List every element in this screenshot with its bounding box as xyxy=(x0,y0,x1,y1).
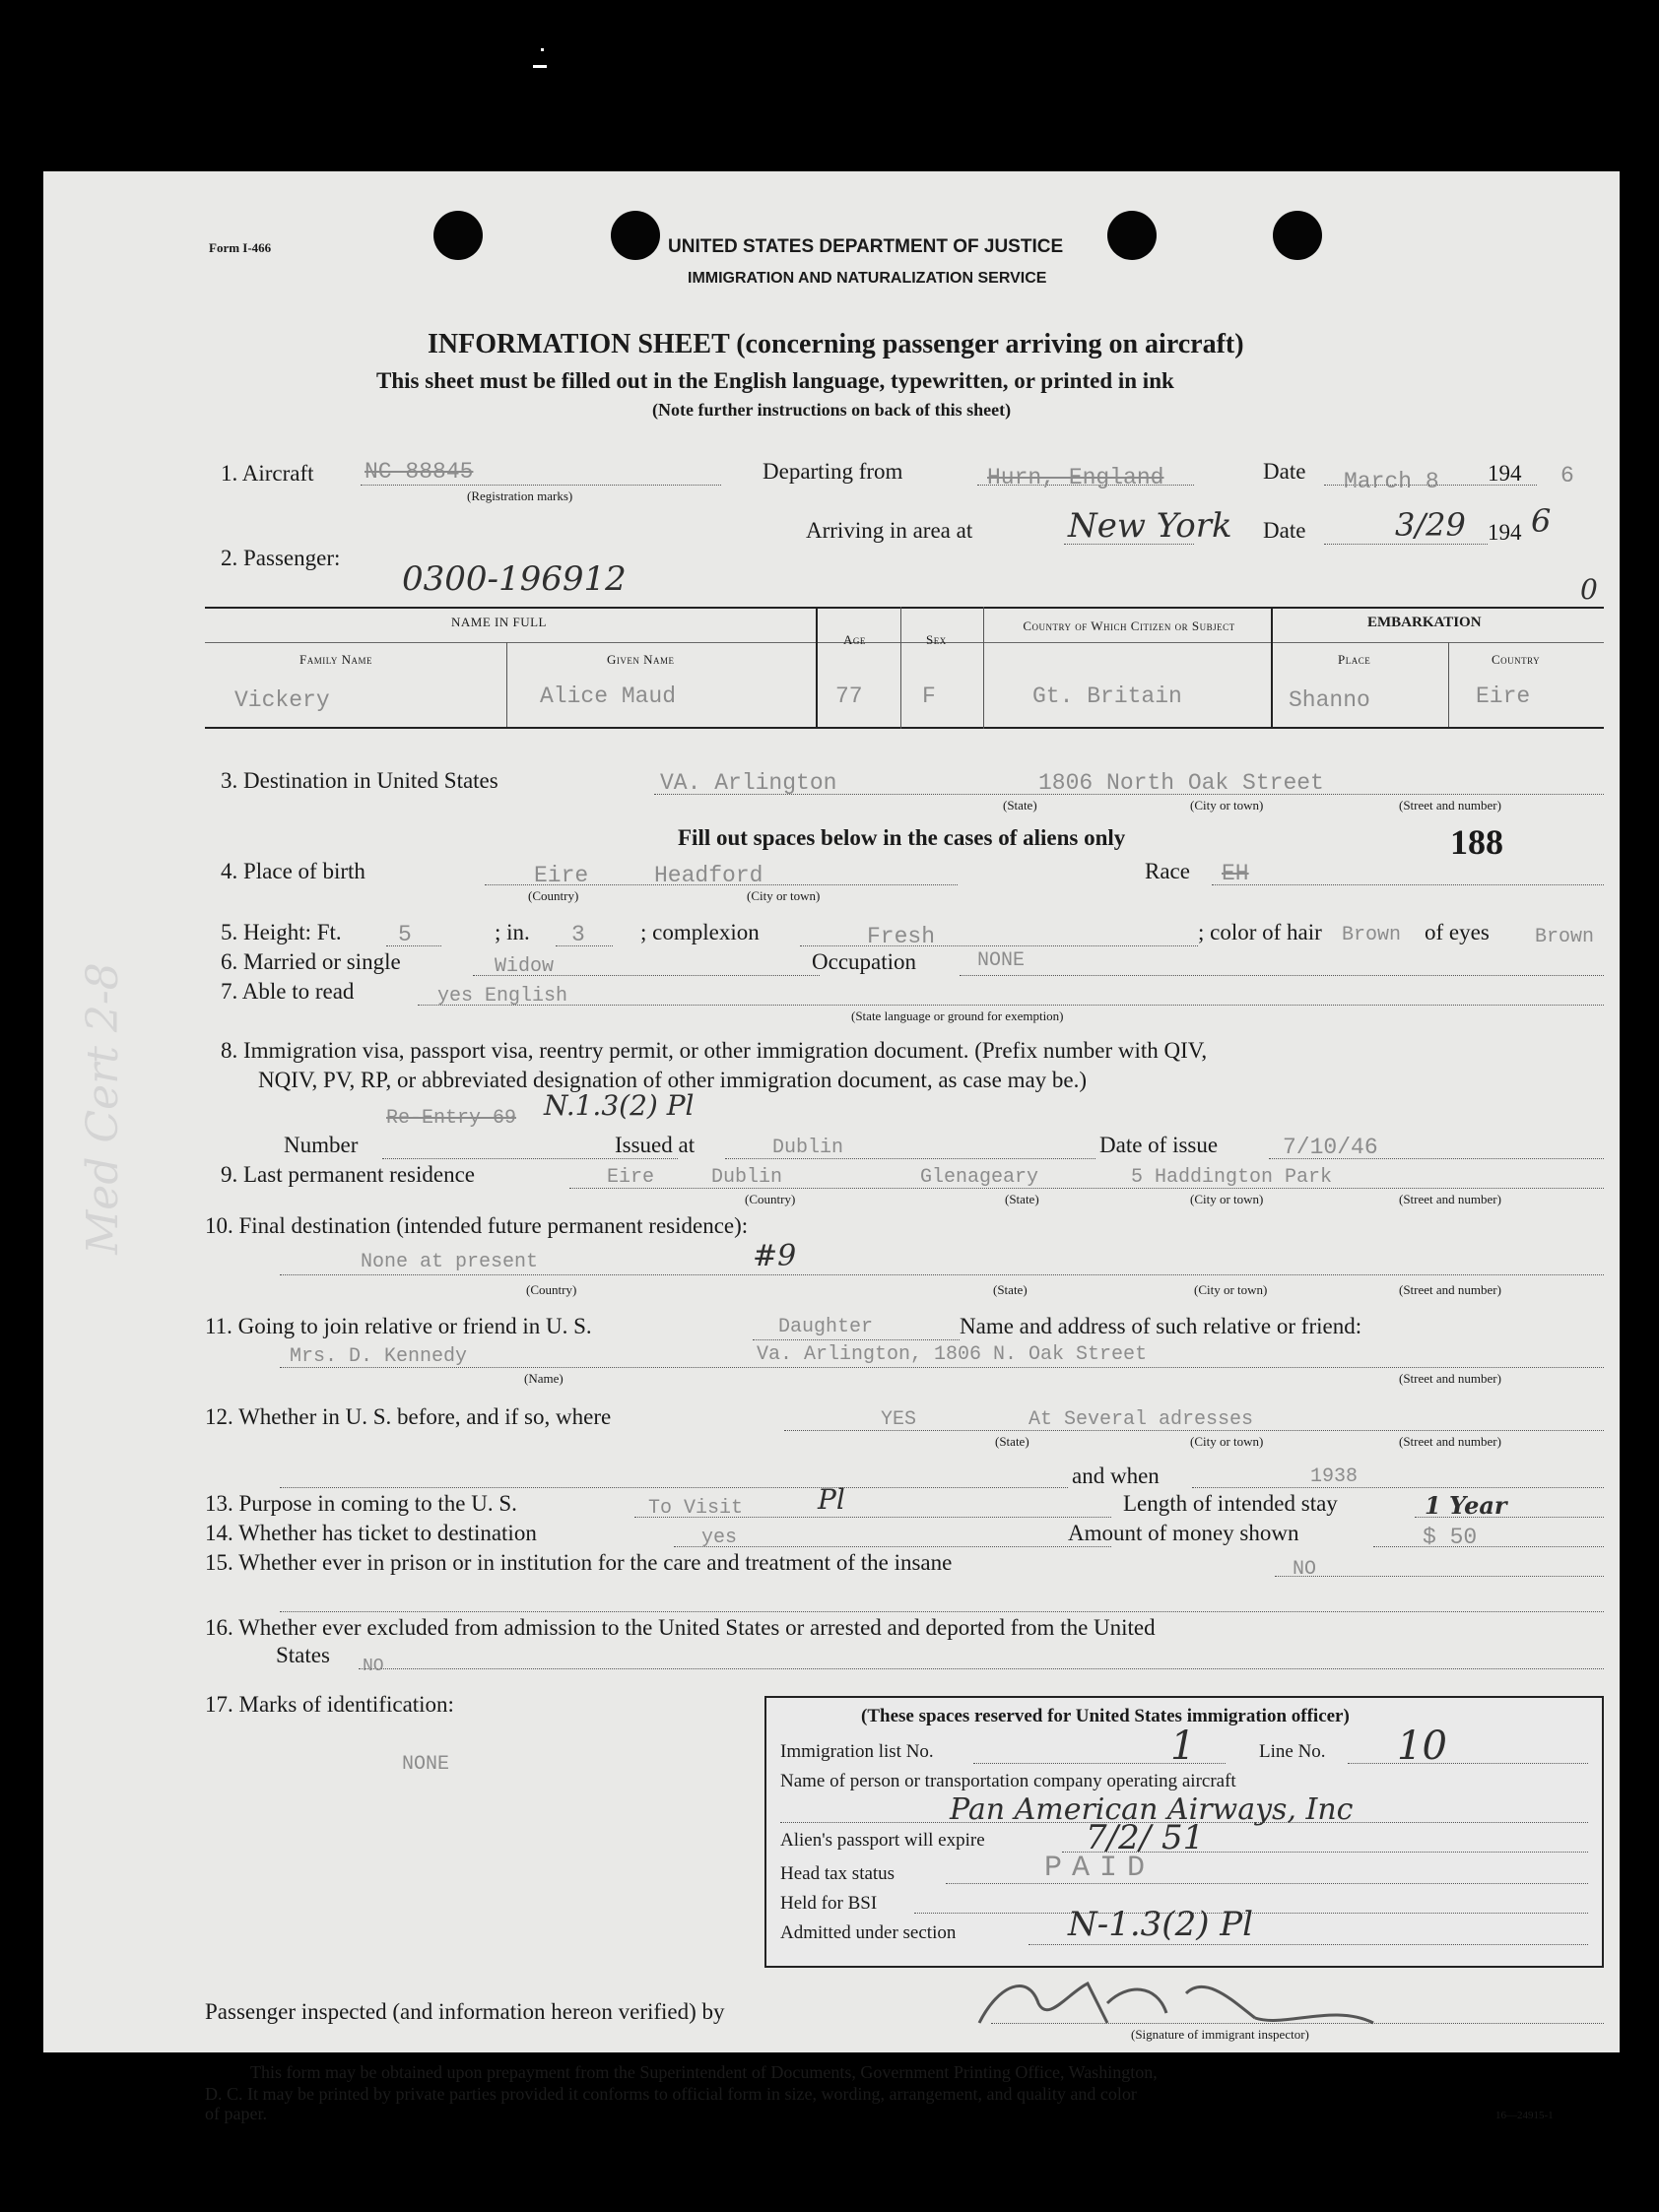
prison-line xyxy=(1275,1576,1604,1577)
footer-code: 16—24915-1 xyxy=(1495,2110,1554,2121)
label-purpose: 13. Purpose in coming to the U. S. xyxy=(205,1491,517,1516)
final-destination-note: #9 xyxy=(753,1239,797,1273)
us-before-value: YES xyxy=(881,1408,917,1431)
height-ft-line xyxy=(386,945,441,946)
birth-country: Eire xyxy=(534,863,589,888)
residence-country-label: (Country) xyxy=(745,1192,796,1206)
passport-expire-value: 7/2/ 51 xyxy=(1086,1818,1205,1857)
cell-embark-place: Shanno xyxy=(1289,687,1370,713)
depart-date-value: March 8 xyxy=(1344,469,1439,494)
label-arriving: Arriving in area at xyxy=(806,518,973,543)
us-street-label: (Street and number) xyxy=(1399,1434,1501,1449)
state-language-label: (State language or ground for exemption) xyxy=(851,1008,1064,1023)
join-name: Mrs. D. Kennedy xyxy=(290,1345,468,1368)
label-departing: Departing from xyxy=(763,459,903,484)
punch-hole xyxy=(433,211,483,260)
join-line xyxy=(280,1367,1604,1368)
passenger-number: 0300-196912 xyxy=(402,559,627,599)
final-city-label: (City or town) xyxy=(1194,1282,1268,1297)
punch-hole xyxy=(1273,211,1322,260)
label-race: Race xyxy=(1145,859,1190,883)
length-stay-value: 1 Year xyxy=(1425,1491,1507,1520)
label-issued-at: Issued at xyxy=(615,1133,696,1157)
label-hair: ; color of hair xyxy=(1198,920,1322,944)
label-destination: 3. Destination in United States xyxy=(221,768,498,793)
residence-country: Eire xyxy=(607,1166,655,1189)
page-subtitle: This sheet must be filled out in the English language, typewritten, or printed in ink xyxy=(376,368,1174,393)
us-city-label: (City or town) xyxy=(1190,1434,1264,1449)
excluded-line xyxy=(359,1668,1604,1669)
label-excluded-2: States xyxy=(276,1643,330,1667)
label-arrive-date: Date xyxy=(1263,518,1306,543)
purpose-note: Pl xyxy=(818,1483,845,1516)
final-street-label: (Street and number) xyxy=(1399,1282,1501,1297)
money-value: $ 50 xyxy=(1423,1525,1478,1550)
cell-age: 77 xyxy=(835,683,863,709)
footer-line-3: of paper. xyxy=(205,2104,267,2123)
label-money: Amount of money shown xyxy=(1068,1521,1299,1545)
complexion-line xyxy=(800,945,1198,946)
label-issue-date: Date of issue xyxy=(1099,1133,1219,1157)
registration-marks-label: (Registration marks) xyxy=(467,488,573,503)
residence-state-label: (State) xyxy=(1005,1192,1039,1206)
issued-at-value: Dublin xyxy=(772,1137,844,1159)
arriving-value: New York xyxy=(1068,506,1232,546)
label-married: 6. Married or single xyxy=(221,949,401,974)
hair-value: Brown xyxy=(1342,924,1402,946)
label-list-no: Immigration list No. xyxy=(780,1741,934,1762)
punch-hole xyxy=(1107,211,1157,260)
header-place: Place xyxy=(1338,652,1371,667)
arrive-date-value: 3/29 xyxy=(1395,506,1466,544)
number-line xyxy=(382,1158,678,1159)
list-no-value: 1 xyxy=(1170,1724,1196,1769)
us-where-value: At Several adresses xyxy=(1029,1408,1254,1431)
label-company: Name of person or transportation company operating aircraft xyxy=(780,1771,1236,1791)
label-head-tax: Head tax status xyxy=(780,1863,896,1884)
residence-city-label: (City or town) xyxy=(1190,1192,1264,1206)
line-no-line xyxy=(1348,1763,1588,1764)
join-relation-line xyxy=(753,1339,960,1340)
cell-citizen: Gt. Britain xyxy=(1032,683,1182,709)
eyes-value: Brown xyxy=(1535,926,1595,948)
label-aircraft: 1. Aircraft xyxy=(221,461,314,486)
ticket-value: yes xyxy=(701,1527,738,1549)
departing-value: Hurn, England xyxy=(987,465,1164,490)
destination-street: 1806 North Oak Street xyxy=(1038,770,1324,796)
race-line xyxy=(1212,884,1604,885)
label-admitted-under: Admitted under section xyxy=(780,1922,957,1943)
read-line xyxy=(418,1005,1604,1006)
head-tax-value: PAID xyxy=(1044,1852,1156,1885)
prison-value: NO xyxy=(1293,1558,1317,1581)
label-passenger: 2. Passenger: xyxy=(221,546,341,570)
label-occupation: Occupation xyxy=(812,949,917,974)
label-marks: 17. Marks of identification: xyxy=(205,1692,454,1717)
page-title: INFORMATION SHEET (concerning passenger arriving on aircraft) xyxy=(428,329,1244,359)
label-read: 7. Able to read xyxy=(221,979,355,1004)
purpose-value: To Visit xyxy=(648,1497,744,1520)
birth-city: Headford xyxy=(654,863,763,888)
final-state-label: (State) xyxy=(993,1282,1028,1297)
join-relation: Daughter xyxy=(778,1316,874,1338)
prison-line-2 xyxy=(280,1611,1604,1612)
circle-mark: 0 xyxy=(1580,573,1598,606)
occupation-line xyxy=(960,975,1604,976)
officer-header: (These spaces reserved for United States immigration officer) xyxy=(861,1706,1350,1726)
cell-family-name: Vickery xyxy=(234,687,330,713)
officer-box xyxy=(764,1696,1604,1968)
label-in: ; in. xyxy=(495,920,530,944)
label-held-bsi: Held for BSI xyxy=(780,1893,878,1914)
header-age: Age xyxy=(843,632,866,647)
cell-embark-country: Eire xyxy=(1476,683,1531,709)
visa-annotation: N.1.3(2) Pl xyxy=(544,1089,695,1122)
label-excluded-1: 16. Whether ever excluded from admission to the United States or arrested and deported from the United xyxy=(205,1615,1156,1640)
label-visa-1: 8. Immigration visa, passport visa, reentry permit, or other immigration document. (Prefix number with QIV, xyxy=(221,1038,1208,1063)
aircraft-line xyxy=(361,485,721,486)
birth-city-label: (City or town) xyxy=(747,888,821,903)
occupation-value: NONE xyxy=(977,949,1026,972)
margin-note: Med Cert 2-8 xyxy=(77,962,128,1255)
label-passport-expire: Alien's passport will expire xyxy=(780,1830,985,1851)
height-in-value: 3 xyxy=(571,922,585,947)
label-birthplace: 4. Place of birth xyxy=(221,859,365,883)
label-name-address: Name and address of such relative or friend: xyxy=(960,1314,1362,1338)
cell-given-name: Alice Maud xyxy=(540,683,677,709)
issue-date-value: 7/10/46 xyxy=(1283,1135,1378,1160)
passenger-table xyxy=(205,607,1604,729)
label-going-to-join: 11. Going to join relative or friend in U. S. xyxy=(205,1314,592,1338)
label-line-no: Line No. xyxy=(1259,1741,1326,1762)
final-destination-value: None at present xyxy=(361,1251,539,1273)
agency-name: UNITED STATES DEPARTMENT OF JUSTICE xyxy=(668,236,1064,257)
service-name: IMMIGRATION AND NATURALIZATION SERVICE xyxy=(688,270,1047,287)
form-sheet xyxy=(43,171,1620,2123)
header-given-name: Given Name xyxy=(607,652,675,667)
stamp-number: 188 xyxy=(1450,822,1503,862)
admitted-under-value: N-1.3(2) Pl xyxy=(1068,1905,1254,1944)
aircraft-value: NC 88845 xyxy=(365,459,474,485)
money-line xyxy=(1373,1546,1604,1547)
cell-sex: F xyxy=(922,683,936,709)
line-no-value: 10 xyxy=(1397,1724,1447,1769)
join-address: Va. Arlington, 1806 N. Oak Street xyxy=(757,1343,1148,1366)
scan-speck xyxy=(533,65,547,68)
residence-state: Dublin xyxy=(711,1166,783,1189)
join-street-label: (Street and number) xyxy=(1399,1371,1501,1386)
residence-city: Glenageary xyxy=(920,1166,1039,1189)
us-state-label: (State) xyxy=(995,1434,1029,1449)
arrive-date-line xyxy=(1324,544,1488,545)
read-value: yes English xyxy=(437,985,568,1008)
arrive-year: 194 xyxy=(1488,520,1522,545)
us-when-value: 1938 xyxy=(1310,1465,1359,1488)
residence-street: 5 Haddington Park xyxy=(1131,1166,1333,1189)
header-citizen: Country of Which Citizen or Subject xyxy=(1023,618,1235,633)
visa-number: Re-Entry 69 xyxy=(386,1107,517,1130)
join-name-label: (Name) xyxy=(524,1371,564,1386)
label-and-when: and when xyxy=(1072,1464,1160,1488)
height-ft-value: 5 xyxy=(398,922,412,947)
label-eyes: of eyes xyxy=(1425,920,1490,944)
label-prison: 15. Whether ever in prison or in institution for the care and treatment of the insane xyxy=(205,1550,953,1575)
dest-state-label: (State) xyxy=(1003,798,1037,813)
race-value: EH xyxy=(1222,861,1249,886)
ticket-line xyxy=(674,1546,1111,1547)
residence-street-label: (Street and number) xyxy=(1399,1192,1501,1206)
birth-country-label: (Country) xyxy=(528,888,579,903)
header-family-name: Family Name xyxy=(299,652,372,667)
marks-value: NONE xyxy=(402,1753,450,1776)
footer-line-1: This form may be obtained upon prepayment from the Superintendent of Documents, Government Printing Office, Washington, xyxy=(250,2062,1158,2082)
us-when-line xyxy=(1192,1487,1604,1488)
label-inspected: Passenger inspected (and information hereon verified) by xyxy=(205,1999,725,2024)
header-embarkation: EMBARKATION xyxy=(1367,615,1482,630)
header-name-in-full: NAME IN FULL xyxy=(451,615,547,629)
label-final-destination: 10. Final destination (intended future permanent residence): xyxy=(205,1213,749,1238)
dest-city-label: (City or town) xyxy=(1190,798,1264,813)
company-value: Pan American Airways, Inc xyxy=(950,1792,1354,1827)
label-residence: 9. Last permanent residence xyxy=(221,1162,475,1187)
punch-hole xyxy=(611,211,660,260)
header-sex: Sex xyxy=(926,632,947,647)
label-visa-2: NQIV, PV, RP, or abbreviated designation of other immigration document, as case may be.) xyxy=(258,1068,1088,1092)
form-number: Form I-466 xyxy=(209,240,272,255)
signature-label: (Signature of immigrant inspector) xyxy=(1131,2027,1309,2042)
depart-year-end: 6 xyxy=(1560,463,1574,488)
arrive-year-end: 6 xyxy=(1531,502,1552,540)
header-country: Country xyxy=(1492,652,1541,667)
excluded-value: NO xyxy=(363,1657,384,1676)
head-tax-line xyxy=(946,1883,1588,1884)
scan-speck xyxy=(541,48,544,51)
complexion-value: Fresh xyxy=(867,924,936,949)
footer-line-2: D. C. It may be printed by private parties provided it conforms to official form in size, wording, arrangement, and quality and color xyxy=(205,2084,1137,2104)
admitted-under-line xyxy=(1029,1944,1588,1945)
dest-street-label: (Street and number) xyxy=(1399,798,1501,813)
depart-year: 194 xyxy=(1488,461,1522,486)
label-us-before: 12. Whether in U. S. before, and if so, where xyxy=(205,1404,612,1429)
label-number: Number xyxy=(284,1133,359,1157)
final-country-label: (Country) xyxy=(526,1282,577,1297)
label-ticket: 14. Whether has ticket to destination xyxy=(205,1521,537,1545)
label-height: 5. Height: Ft. xyxy=(221,920,342,944)
final-destination-line xyxy=(280,1274,1604,1275)
page-note: (Note further instructions on back of this sheet) xyxy=(652,400,1012,420)
aliens-only-heading: Fill out spaces below in the cases of aliens only xyxy=(678,825,1126,850)
us-when-line-left xyxy=(280,1487,1068,1488)
label-depart-date: Date xyxy=(1263,459,1306,484)
label-length-stay: Length of intended stay xyxy=(1123,1491,1338,1516)
label-complexion: ; complexion xyxy=(640,920,760,944)
married-value: Widow xyxy=(495,955,555,978)
destination-state: VA. Arlington xyxy=(660,770,837,796)
